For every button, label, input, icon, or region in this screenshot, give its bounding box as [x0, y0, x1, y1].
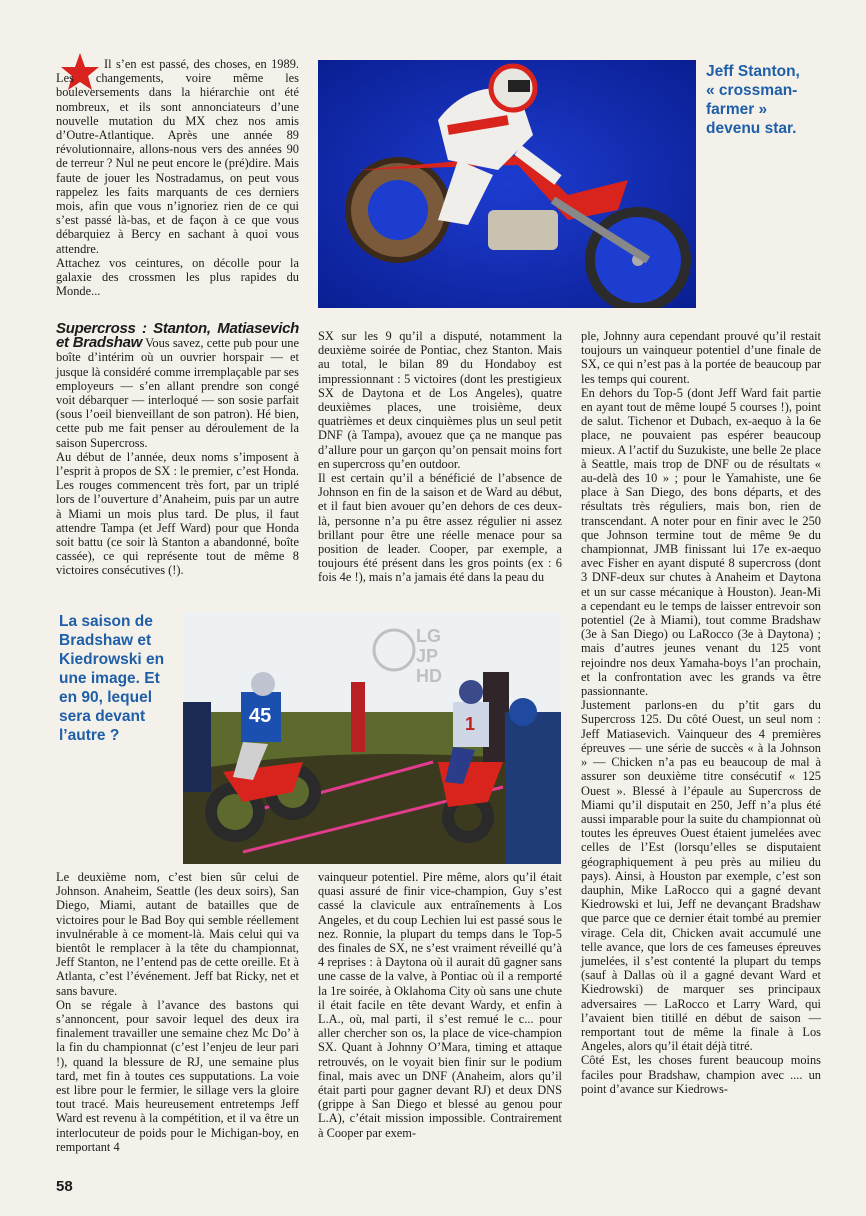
- photo-jeff-stanton: [318, 60, 696, 308]
- watermark-logo: [372, 620, 468, 690]
- middle-column-top: [318, 329, 562, 585]
- right-paragraph-2: En dehors du Top-5 (dont Jeff Ward fait partie en ayant tout de même loupé 5 courses !), point de salut. Tichenor et Dubach, ex-aequo à la 6e place, ne pouvaient pas espérer beaucoup mieux. A l’actif du Suzukiste, une belle 2e place à Seattle, mais trop de DNF ou de résultats « au-delà des 10 » ; pour le Yamahiste, une 6e place à San Diego, des bons départs, et des résultats très réguliers, mais bon, rien de transcendant. A noter pour en finir avec le 250 que Johnson termine tout de même 9e du championnat, JMB finissant lui 17e ex-aequo avec Fisher en ayant disputé 8 supercross (dont 3 DNF-deux sur chutes à Anaheim et Daytona et un sur casse mécanique à Houston). Jean-Mi a cependant eu le temps de laisser entrevoir son potentiel (2e à Miami), tout comme Bradshaw (3e à San Diego) ou LaRocco (3e à Daytona) ; mais d’autres jeunes venant du 125 vont rejoindre nos deux Yamaha-boys l’an prochain, et la confrontation avec les grands va être passionnante.: [581, 385, 821, 699]
- section-paragraph-2: Au début de l’année, deux noms s’imposent à l’esprit à propos de SX : le premier, c’est Honda. Les rouges commencent très fort, par un triplé lors de l’ouverture d’Anaheim, puis par un autre à Miami un mois plus tard. De plus, il faut attendre Tampa (et Jeff Ward) pour que Honda soit battu (ce soir là Stanton a abandonné, boîte cassée), ce qui représente tout de même 8 victoires consécutives (!).: [56, 449, 299, 578]
- caption-middle-line: Kiedrowski en: [59, 651, 165, 668]
- caption-middle-line: en 90, lequel: [59, 689, 153, 706]
- caption-top: [706, 62, 816, 138]
- caption-top-line: devenu star.: [706, 120, 797, 137]
- section-intro-paragraph: [56, 322, 299, 450]
- intro-paragraph: Il s’en est passé, des choses, en 1989. Les changements, voire même les bouleversements dans la hiérarchie ont été nombreux, et ils sont annonciateurs d’une nouvelle mutation du MX chez nos amis d’Outre-Atlantique. Après une année 89 révolutionnaire, allons-nous vers des années 90 de terreur ? Nul ne peut encore le (pré)dire. Mais faute de jouer les Nostradamus, on peut vous rappelez les faits marquants de ces derniers mois, afin que vous n’ignoriez rien de ce qui s’est passé là-bas, et de façon à ce que vous débarquiez à Bercy en sachant à quoi vous attendre.: [56, 57, 299, 256]
- rider-number-45: 45: [249, 705, 272, 727]
- caption-middle-line: l’autre ?: [59, 727, 120, 744]
- right-column: [581, 329, 821, 1096]
- intro-paragraph-2: Attachez vos ceintures, on décolle pour la galaxie des crossmen les plus rapides du Monde...: [56, 255, 299, 299]
- middle-paragraph-1: SX sur les 9 qu’il a disputé, notamment la deuxième soirée de Pontiac, chez Stanton. Mais au total, le bilan 89 du Hondaboy est impressionnant : 5 victoires (dont les prestigieux SX de Daytona et de Los Angeles), quatre deuxièmes places, une troisième, deux quatrièmes et deux cinquièmes plus un seul petit DNF (à Tampa), avouez que ça ne manque pas d’allure pour un garçon qu’on pensait moins fort en supercross qu’en outdoor.: [318, 329, 562, 471]
- section-paragraph-1: Vous savez, cette pub pour une boîte d’intérim où un ouvrier horspair — et jusque là considéré comme irremplaçable par ses employeurs — s’en allant prendre son congé voit débarquer — interloqué — son sosie parfait (sous l’oeil bienveillant de son patron). Hé bien, cette pub me fait penser au déroulement de la saison Supercross.: [56, 336, 299, 450]
- right-paragraph-1: ple, Johnny aura cependant prouvé qu’il restait toujours un vainqueur potentiel d’une finale de SX, ce qui n’est pas à la portée de beaucoup par les temps qui courent.: [581, 329, 821, 386]
- caption-middle: [59, 612, 183, 745]
- caption-middle-line: La saison de: [59, 613, 153, 630]
- svg-text:JP: JP: [416, 646, 439, 666]
- bottom-left-column: [56, 870, 299, 1154]
- rider-jump-illustration: [318, 60, 696, 308]
- bottom-left-paragraph-1: Le deuxième nom, c’est bien sûr celui de Johnson. Anaheim, Seattle (les deux soirs), San Diego, Miami, autant de batailles que de victoires pour le Bad Boy qui semble réellement invulnérable à ce moment-là. Mais celui qui va bientôt le remplacer à la tête du championnat, Jeff Stanton, ne l’entend pas de cette oreille. Et à Atlanta, c’est l’événement. Jeff bat Ricky, net et sans bavure.: [56, 870, 299, 998]
- right-paragraph-4: Côté Est, les choses furent beaucoup moins faciles pour Bradshaw, champion avec .... un point d’avance sur Kiedrows-: [581, 1053, 821, 1096]
- svg-text:LG: LG: [416, 626, 441, 646]
- bottom-middle-paragraph-1: vainqueur potentiel. Pire même, alors qu’il était quasi assuré de finir vice-champion, Guy s’est cassé la clavicule aux entraînements à Los Angeles, et du coup Lechien lui est passé sous le nez. Ronnie, la plupart du temps dans le Top-5 des finales de SX, ne s’est vraiment réveillé qu’à 4 reprises : à Daytona où il aurait dû gagner sans une casse de la valve, à Pontiac où il a remporté la 1re soirée, à Oklahoma City où sans une chute il était facile en tête devant Wardy, et enfin à L.A., où, mal parti, il s’est remué le c... pour aller chercher son os, la place de vice-champion SX. Quant à Johnny O’Mara, timing et attaque retrouvés, on le voyait bien finir sur le podium final, mais avec un DNF (Anaheim, alors qu’il était parti pour gagner devant RJ) et deux DNS (grippe à San Diego et blessé au genou pour L.A), c’était mission impossible. Contrairement à Cooper par exem-: [318, 870, 562, 1140]
- caption-top-line: « crossman-: [706, 82, 798, 99]
- caption-middle-line: Bradshaw et: [59, 632, 152, 649]
- svg-text:HD: HD: [416, 666, 442, 686]
- caption-top-line: Jeff Stanton,: [706, 63, 800, 80]
- bottom-left-paragraph-2: On se régale à l’avance des bastons qui s’annoncent, pour savoir lequel des deux ira finalement travailler une semaine chez Mc Do’ à la fin du championnat (c’est l’enjeu de leur pari !), quand la blessure de RJ, une semaine plus tard, met fin à toutes ces supputations. La voie est libre pour le fermier, le sillage vers la gloire tout tracé. Mais heureusement entretemps Jeff Ward est revenu à la compétition, et il va être un interlocuteur de poids pour le Michigan-boy, en remportant 4: [56, 997, 299, 1154]
- caption-top-line: farmer »: [706, 101, 768, 118]
- page-number: 58: [56, 1178, 73, 1195]
- section-heading: Supercross : Stanton, Matiasevich et Bradshaw: [56, 320, 299, 352]
- rider-number-1: 1: [465, 714, 476, 734]
- right-paragraph-3: Justement parlons-en du p’tit gars du Supercross 125. Du côté Ouest, un seul nom : Jeff Matiasevich. Vainqueur des 4 premières épreuves — une série de succès « à la Johnson » — Chicken n’a pas eu beaucoup de mal à assurer son deuxième titre consécutif « 125 Ouest ». Blessé à l’épaule au Supercross de Miami qu’il disputait en 250, Jeff n’a plus été aussi imparable pour la suite du championnat où toutes les épreuves Ouest étaient jumelées avec celles de l’Est (lorsqu’elles se disputaient géographiquement à peu près au milieu du pays). Ainsi, à Houston par exemple, c’est son dauphin, Mike LaRocco qui a gagné devant Kiedrowski et lui, Jeff ne devançant Bradshaw que parce que ce dernier était tombé au premier virage. Cela dit, Chicken avait accumulé une telle avance, que lors de ces fameuses épreuves jumelées, il s’est contenté la plupart du temps (sauf à Dallas où il a gagné devant Ward et Kiedrowski) de marquer ses principaux adversaires — LaRocco et Larry Ward, qui l’avaient bien titillé en début de saison — remportant tout de même la finale à Los Angeles, alors qu’il était déjà titré.: [581, 698, 821, 1054]
- caption-middle-line: sera devant: [59, 708, 146, 725]
- middle-paragraph-2: Il est certain qu’il a bénéficié de l’absence de Johnson en fin de la saison et de Ward au début, et il faut bien avouer qu’en dehors de ces deux-là, personne n’a pu être assez régulier ni assez brillant pour être une réelle menace pour sa position de leader. Cooper, par exemple, a toujours été présent dans les gros points (ex : 6 fois 4e !), mais n’a jamais été dans la peau du: [318, 471, 562, 585]
- section-left-column: [56, 322, 299, 578]
- caption-middle-line: une image. Et: [59, 670, 160, 687]
- intro-text: [56, 57, 299, 298]
- bottom-middle-column: [318, 870, 562, 1140]
